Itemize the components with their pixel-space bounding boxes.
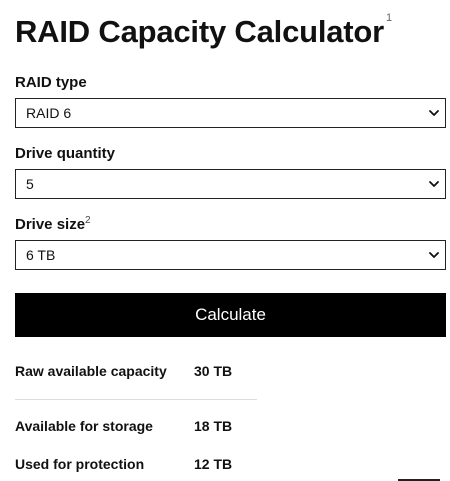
drive-size-label-text: Drive size [15, 216, 86, 233]
drive-size-selected-value: 6 TB [26, 247, 56, 263]
protection-value: 12 TB [194, 456, 233, 472]
results-divider [15, 399, 257, 400]
raid-type-label: RAID type [15, 74, 87, 91]
chevron-down-icon [428, 249, 440, 261]
drive-size-label [15, 215, 91, 233]
drive-quantity-selected-value: 5 [26, 176, 34, 192]
raid-type-selected-value: RAID 6 [26, 105, 72, 121]
raw-capacity-label: Raw available capacity [15, 363, 167, 379]
drive-quantity-label: Drive quantity [15, 145, 116, 162]
page-title [15, 14, 392, 50]
raw-capacity-value: 30 TB [194, 363, 233, 379]
protection-label: Used for protection [15, 456, 145, 472]
available-storage-label: Available for storage [15, 418, 153, 434]
chevron-down-icon [428, 178, 440, 190]
page-title-text: RAID Capacity Calculator [15, 14, 385, 49]
drive-size-select[interactable] [15, 240, 446, 270]
title-footnote-marker[interactable]: 1 [386, 12, 392, 24]
raid-type-select[interactable] [15, 98, 446, 128]
drive-size-footnote-marker[interactable]: 2 [85, 215, 91, 226]
chevron-down-icon [428, 107, 440, 119]
available-storage-value: 18 TB [194, 418, 233, 434]
drive-quantity-select[interactable] [15, 169, 446, 199]
calculate-button[interactable] [15, 293, 446, 337]
calculate-button-label: Calculate [195, 305, 266, 324]
